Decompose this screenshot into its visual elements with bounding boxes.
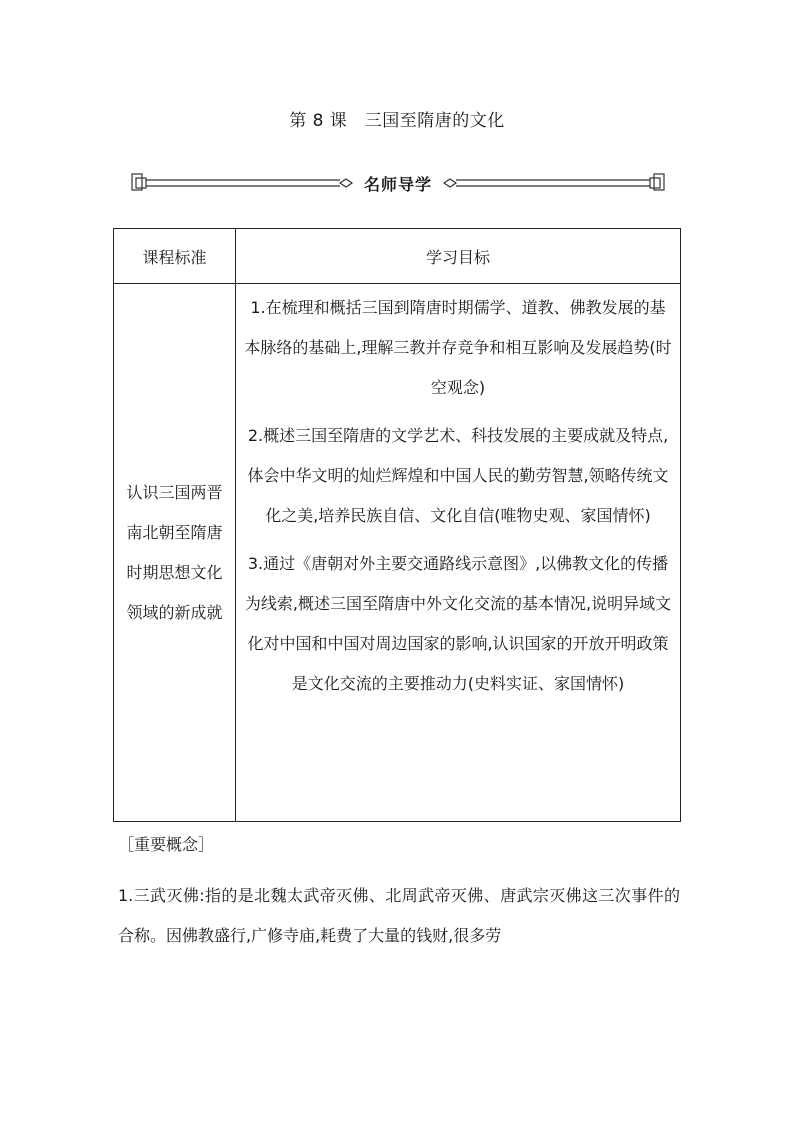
header-objectives: 学习目标: [236, 229, 681, 284]
curriculum-table: [113, 228, 681, 822]
banner-label: 名师导学: [360, 175, 436, 194]
section-label: ［重要概念］: [118, 835, 215, 854]
page-title: 第 8 课 三国至隋唐的文化: [289, 111, 505, 131]
body-paragraph: 1.三武灭佛:指的是北魏太武帝灭佛、北周武帝灭佛、唐武宗灭佛这三次事件的合称。因佛教盛行,广修寺庙,耗费了大量的钱财,很多劳: [118, 886, 680, 945]
objective-item: 3.通过《唐朝对外主要交通路线示意图》,以佛教文化的传播为线索,概述三国至隋唐中外文化交流的基本情况,说明异域文化对中国和中国对周边国家的影响,认识国家的开放开明政策是文化交流的主要推动力(史料实证、家国情怀): [244, 554, 672, 693]
objective-item: 2.概述三国至隋唐的文学艺术、科技发展的主要成就及特点,体会中华文明的灿烂辉煌和中国人民的勤劳智慧,领略传统文化之美,培养民族自信、文化自信(唯物史观、家国情怀): [247, 426, 669, 525]
section-banner: [130, 170, 666, 196]
objective-item: 1.在梳理和概括三国到隋唐时期儒学、道教、佛教发展的基本脉络的基础上,理解三教并存竞争和相互影响及发展趋势(时空观念): [244, 298, 672, 397]
header-standard: 课程标准: [114, 229, 236, 284]
standard-cell: 认识三国两晋南北朝至隋唐时期思想文化领域的新成就: [114, 284, 236, 822]
objectives-cell: [236, 284, 681, 822]
